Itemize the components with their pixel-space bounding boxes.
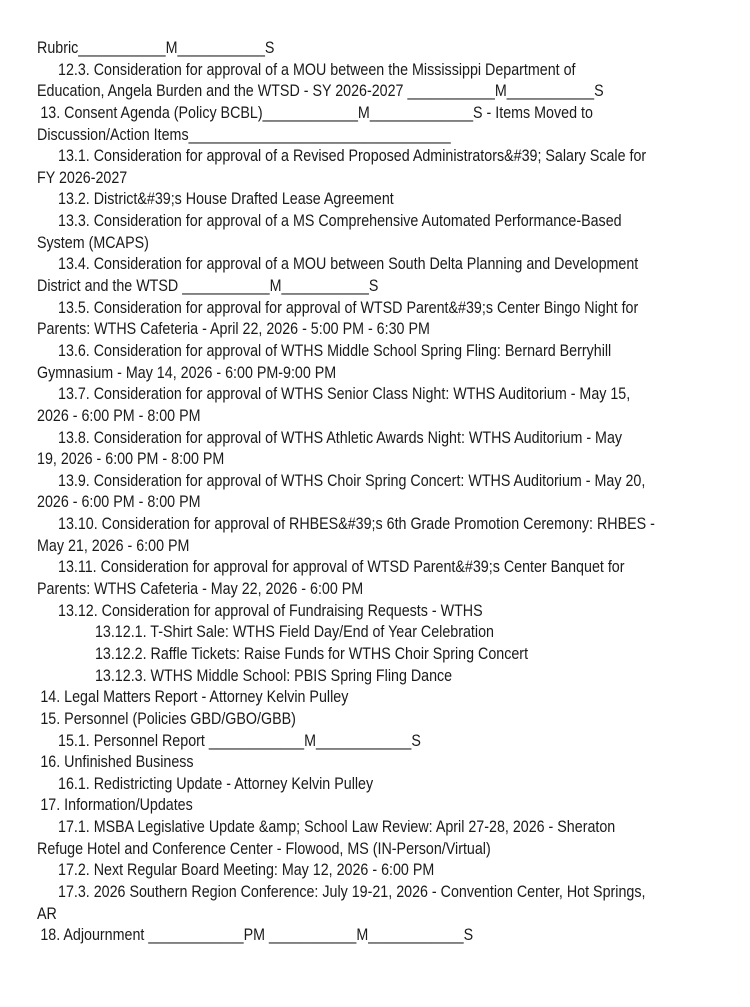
agenda-line: Parents: WTHS Cafeteria - May 22, 2026 - 6:00 PM xyxy=(37,579,364,599)
agenda-line: 13.8. Consideration for approval of WTHS Athletic Awards Night: WTHS Auditorium - May xyxy=(58,427,623,447)
agenda-line: 13.1. Consideration for approval of a Revised Proposed Administrators&#39; Salary Scale for xyxy=(58,146,647,166)
agenda-line: 13.11. Consideration for approval for approval of WTSD Parent&#39;s Center Banquet for xyxy=(58,557,625,577)
agenda-line: 19, 2026 - 6:00 PM - 8:00 PM xyxy=(37,449,225,469)
agenda-line: 16. Unfinished Business xyxy=(40,752,194,772)
agenda-line: 16.1. Redistricting Update - Attorney Kelvin Pulley xyxy=(58,773,374,793)
agenda-line: 17. Information/Updates xyxy=(40,795,193,815)
agenda-line: 17.1. MSBA Legislative Update &amp; School Law Review: April 27-28, 2026 - Sheraton xyxy=(58,817,616,837)
agenda-line: Gymnasium - May 14, 2026 - 6:00 PM-9:00 PM xyxy=(37,362,337,382)
agenda-line: 13.6. Consideration for approval of WTHS Middle School Spring Fling: Bernard Berryhill xyxy=(58,340,612,360)
agenda-line: District and the WTSD ___________M___________S xyxy=(37,276,379,296)
agenda-line: Discussion/Action Items_________________________________ xyxy=(37,124,451,144)
agenda-line: 13.12.1. T-Shirt Sale: WTHS Field Day/End of Year Celebration xyxy=(94,622,494,642)
agenda-line: 13. Consent Agenda (Policy BCBL)____________M_____________S - Items Moved to xyxy=(40,102,593,122)
agenda-line: 15. Personnel (Policies GBD/GBO/GBB) xyxy=(40,708,296,728)
agenda-line: 18. Adjournment ____________PM ___________M____________S xyxy=(40,925,474,945)
agenda-line: 13.10. Consideration for approval of RHBES&#39;s 6th Grade Promotion Ceremony: RHBES - xyxy=(58,514,655,534)
agenda-line: May 21, 2026 - 6:00 PM xyxy=(37,535,190,555)
agenda-line: 14. Legal Matters Report - Attorney Kelvin Pulley xyxy=(40,687,349,707)
agenda-line: 13.9. Consideration for approval of WTHS Choir Spring Concert: WTHS Auditorium - May 20, xyxy=(58,470,646,490)
agenda-line: 13.12.3. WTHS Middle School: PBIS Spring Fling Dance xyxy=(94,665,453,685)
agenda-line: Parents: WTHS Cafeteria - April 22, 2026 - 5:00 PM - 6:30 PM xyxy=(37,319,430,339)
agenda-line: 13.2. District&#39;s House Drafted Lease Agreement xyxy=(58,189,394,209)
agenda-line: Rubric___________M___________S xyxy=(37,38,275,57)
agenda-line: Refuge Hotel and Conference Center - Flowood, MS (IN-Person/Virtual) xyxy=(37,838,491,858)
agenda-line: 2026 - 6:00 PM - 8:00 PM xyxy=(37,492,201,512)
agenda-line: 12.3. Consideration for approval of a MOU between the Mississippi Department of xyxy=(58,59,576,79)
agenda-line: 13.3. Consideration for approval of a MS Comprehensive Automated Performance-Based xyxy=(58,211,622,231)
agenda-line: FY 2026-2027 xyxy=(37,167,128,187)
agenda-line: 17.3. 2026 Southern Region Conference: July 19-21, 2026 - Convention Center, Hot Springs, xyxy=(58,881,646,901)
agenda-line: AR xyxy=(37,903,57,923)
agenda-line: Education, Angela Burden and the WTSD - SY 2026-2027 ___________M___________S xyxy=(37,81,604,101)
agenda-line: 17.2. Next Regular Board Meeting: May 12, 2026 - 6:00 PM xyxy=(58,860,435,880)
agenda-line: 13.4. Consideration for approval of a MOU between South Delta Planning and Development xyxy=(58,254,639,274)
agenda-line: 2026 - 6:00 PM - 8:00 PM xyxy=(37,405,201,425)
agenda-line: 15.1. Personnel Report ____________M____________S xyxy=(58,730,421,750)
agenda-line: 13.5. Consideration for approval for approval of WTSD Parent&#39;s Center Bingo Night for xyxy=(58,297,639,317)
agenda-line: 13.12. Consideration for approval of Fundraising Requests - WTHS xyxy=(58,600,483,620)
agenda-line: System (MCAPS) xyxy=(37,232,149,252)
agenda-line: 13.7. Consideration for approval of WTHS Senior Class Night: WTHS Auditorium - May 15, xyxy=(58,384,631,404)
agenda-line: 13.12.2. Raffle Tickets: Raise Funds for WTHS Choir Spring Concert xyxy=(94,643,529,663)
agenda-document xyxy=(37,37,749,946)
